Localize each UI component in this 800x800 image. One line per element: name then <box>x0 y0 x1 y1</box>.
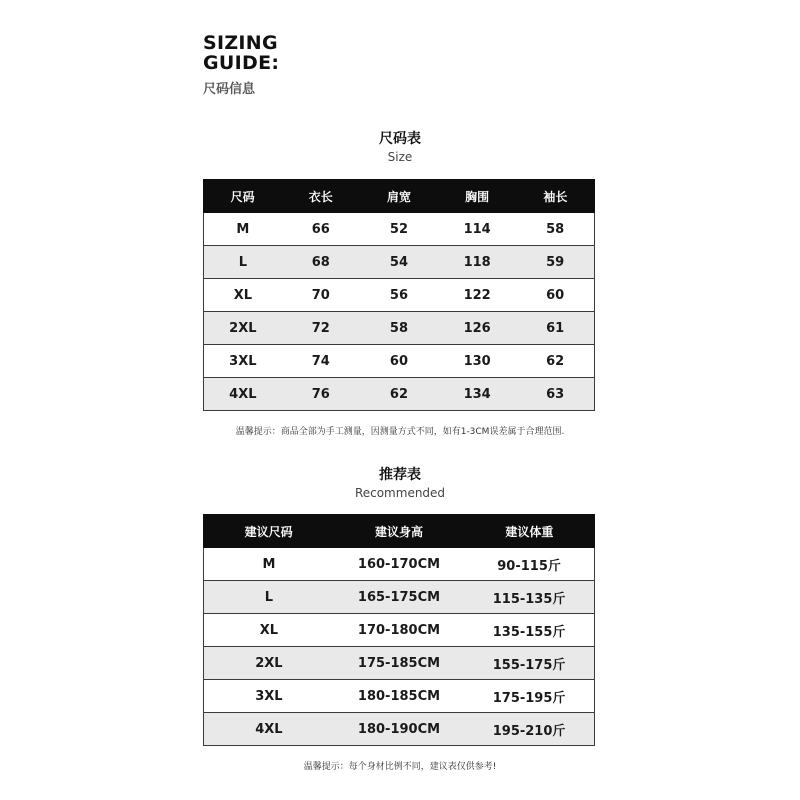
table-row <box>204 345 595 378</box>
recommend-table-cell: 175-185CM <box>334 647 464 680</box>
size-table-cell: 114 <box>438 213 516 246</box>
size-table-cell: 58 <box>360 312 438 345</box>
size-table-cell: 52 <box>360 213 438 246</box>
size-table-header-cell: 胸围 <box>438 180 516 213</box>
size-table-header-row <box>204 180 595 213</box>
recommend-table-header-cell: 建议尺码 <box>204 515 334 548</box>
recommend-table-cell: 180-190CM <box>334 713 464 746</box>
size-table-cell: 62 <box>360 378 438 411</box>
size-table-cell: 4XL <box>204 378 282 411</box>
table-row <box>204 713 595 746</box>
recommend-table-note: 温馨提示：每个身材比例不同，建议表仅供参考! <box>303 762 497 772</box>
recommend-table-cell: 175-195斤 <box>464 680 594 713</box>
size-table-header-cell: 袖长 <box>516 180 594 213</box>
recommend-table-cell: 170-180CM <box>334 614 464 647</box>
recommend-table-cell: 90-115斤 <box>464 548 594 581</box>
recommend-table-cell: 2XL <box>204 647 334 680</box>
heading-subtitle: 尺码信息 <box>203 82 256 97</box>
table-row <box>204 680 595 713</box>
size-table-cell: 3XL <box>204 345 282 378</box>
size-table-cell: 60 <box>516 279 594 312</box>
size-table-cell: 134 <box>438 378 516 411</box>
size-table-cell: 122 <box>438 279 516 312</box>
size-table-cell: 2XL <box>204 312 282 345</box>
size-table <box>203 179 595 411</box>
recommend-table-cell: 180-185CM <box>334 680 464 713</box>
table-row <box>204 548 595 581</box>
size-table-cell: 56 <box>360 279 438 312</box>
size-table-title-block <box>0 130 800 165</box>
recommend-table-subtitle: Recommended <box>354 486 446 500</box>
size-table-header-cell: 肩宽 <box>360 180 438 213</box>
size-table-cell: 118 <box>438 246 516 279</box>
recommend-table-cell: L <box>204 581 334 614</box>
size-table-header-cell: 尺码 <box>204 180 282 213</box>
recommend-table-cell: 115-135斤 <box>464 581 594 614</box>
table-row <box>204 378 595 411</box>
size-table-cell: 59 <box>516 246 594 279</box>
size-table-cell: XL <box>204 279 282 312</box>
size-table-note: 温馨提示：商品全部为手工测量，因测量方式不同，如有1-3CM误差属于合理范围. <box>235 427 565 437</box>
heading-line-1: SIZING <box>203 32 278 54</box>
recommend-table-cell: 165-175CM <box>334 581 464 614</box>
recommend-table-header-cell: 建议体重 <box>464 515 594 548</box>
recommend-table-cell: 3XL <box>204 680 334 713</box>
recommend-table-title: 推荐表 <box>379 467 421 483</box>
size-table-cell: 58 <box>516 213 594 246</box>
recommend-table-cell: 4XL <box>204 713 334 746</box>
table-row <box>204 581 595 614</box>
table-row <box>204 614 595 647</box>
recommend-table-cell: M <box>204 548 334 581</box>
size-table-cell: 74 <box>282 345 360 378</box>
recommend-table-header-row <box>204 515 595 548</box>
size-table-cell: L <box>204 246 282 279</box>
size-table-cell: 61 <box>516 312 594 345</box>
recommend-table-header-cell: 建议身高 <box>334 515 464 548</box>
size-table-cell: 60 <box>360 345 438 378</box>
recommend-table-cell: XL <box>204 614 334 647</box>
size-table-subtitle: Size <box>387 150 413 164</box>
size-table-cell: 66 <box>282 213 360 246</box>
size-table-header-cell: 衣长 <box>282 180 360 213</box>
heading-line-2: GUIDE: <box>203 52 280 74</box>
sizing-guide-heading <box>203 33 279 97</box>
table-row <box>204 246 595 279</box>
size-table-cell: 130 <box>438 345 516 378</box>
size-table-cell: 54 <box>360 246 438 279</box>
size-table-title: 尺码表 <box>379 131 421 147</box>
size-table-cell: 126 <box>438 312 516 345</box>
table-row <box>204 213 595 246</box>
size-table-cell: 63 <box>516 378 594 411</box>
table-row <box>204 279 595 312</box>
size-table-cell: 70 <box>282 279 360 312</box>
recommend-table <box>203 514 595 746</box>
recommend-table-cell: 155-175斤 <box>464 647 594 680</box>
table-row <box>204 312 595 345</box>
size-table-cell: 68 <box>282 246 360 279</box>
recommend-table-title-block <box>0 466 800 501</box>
size-table-cell: 72 <box>282 312 360 345</box>
recommend-table-cell: 135-155斤 <box>464 614 594 647</box>
size-table-cell: 76 <box>282 378 360 411</box>
table-row <box>204 647 595 680</box>
recommend-table-cell: 195-210斤 <box>464 713 594 746</box>
size-table-cell: M <box>204 213 282 246</box>
recommend-table-cell: 160-170CM <box>334 548 464 581</box>
size-table-cell: 62 <box>516 345 594 378</box>
